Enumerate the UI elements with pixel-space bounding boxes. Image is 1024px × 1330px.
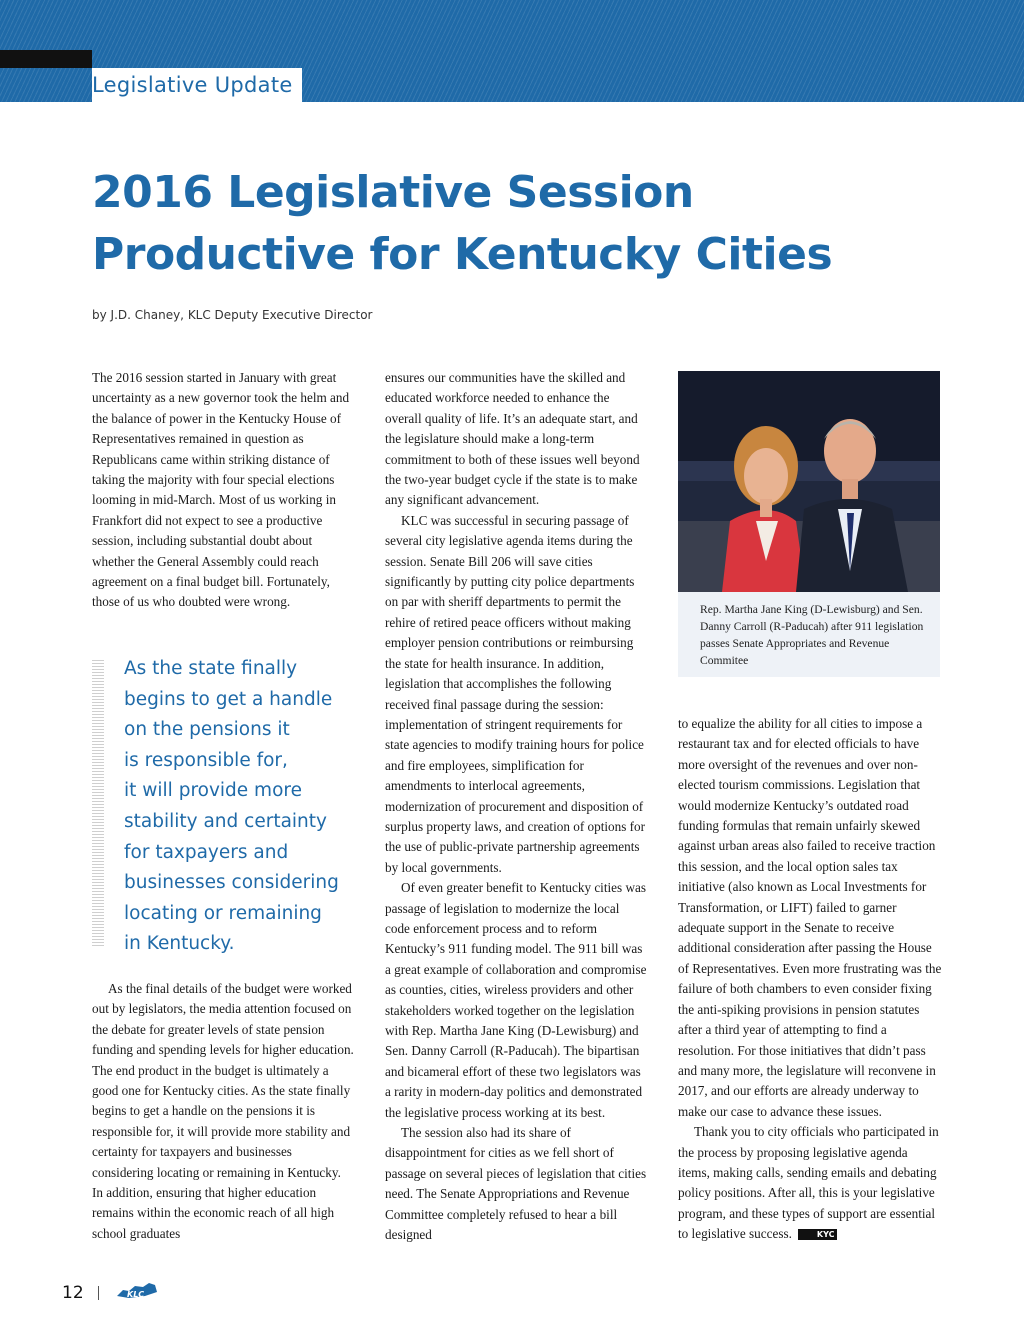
photo-caption: Rep. Martha Jane King (D-Lewisburg) and Sen. Danny Carroll (R-Paducah) after 911 legislation passes Senate Appropriates and Revenue Commitee — [700, 603, 924, 667]
paragraph: KLC was successful in securing passage of several city legislative agenda items during the session. Senate Bill 206 will save cities significantly by putting city police departments on par with sheriff departments to permit the rehire of retired peace officers without making employer pension contributions or reimbursing the state for health insurance. In addition, legislation that accomplishes the following received final passage during the session: implementation of stringent requirements for state agencies to modify training hours for police and fire employees, simplification for amendments to interlocal agreements, modernization of procurement and disposition of surplus property laws, and creation of options for the use of public-private partnership agreements by local governments. — [385, 512, 646, 875]
pull-quote-line: businesses considering — [124, 872, 339, 894]
pull-quote-line: begins to get a handle — [124, 688, 333, 710]
paragraph: The session also had its share of disappointment for cities as we fell short of passage on several pieces of legislation that cities need. The Senate Appropriations and Revenue Committee completely refused to hear a bill designed — [385, 1125, 647, 1243]
klc-logo-icon — [115, 1280, 159, 1302]
paragraph: The 2016 session started in January with great uncertainty as a new governor took the helm and the balance of power in the Kentucky House of Representatives remained in question as Republicans came within striking distance of taking the majority with four special elections looming in mid-March. Most of us working in Frankfort did not expect to see a productive session, including substantial doubt about whether the General Assembly could reach agreement on a final budget bill. Fortunately, those of us who doubted were wrong. — [92, 370, 350, 610]
pull-quote-line: As the state finally — [124, 658, 298, 679]
column-1-top — [92, 368, 354, 613]
paragraph-text: Thank you to city officials who participated in the process by proposing legislative agenda items, making calls, sending emails and debating policy positions. After all, this is your legislative program, and these types of support are essential to legislative success. — [678, 1124, 939, 1242]
paragraph: Of even greater benefit to Kentucky cities was passage of legislation to modernize the local code enforcement process and to reform Kentucky’s 911 funding model. The 911 bill was a great example of collaboration and compromise as counties, cities, wireless providers and other stakeholders worked together on the legislation with Rep. Martha Jane King (D-Lewisburg) and Sen. Danny Carroll (R-Paducah). The bipartisan and bicameral effort of these two legislators was a rarity in modern-day politics and demonstrated the legislative process working at its best. — [385, 880, 647, 1120]
pull-quote — [92, 654, 362, 955]
article-title — [92, 162, 972, 286]
column-3 — [678, 714, 942, 1245]
photo-illustration — [678, 371, 940, 592]
pull-quote-line: locating or remaining — [124, 902, 322, 924]
logo-text: KLC — [127, 1290, 145, 1299]
pull-quote-line: stability and certainty — [124, 810, 327, 832]
paragraph: ensures our communities have the skilled and educated workforce needed to enhance the overall quality of life. It’s an adequate start, and the legislature should make a long-term commitment to both of these issues well beyond the two-year budget cycle if the state is to make any significant advancement. — [385, 370, 640, 508]
pull-quote-line: it will provide more — [124, 780, 302, 802]
page-separator — [98, 1286, 99, 1300]
title-line-1: 2016 Legislative Session — [92, 167, 694, 218]
pull-quote-line: for taxpayers and — [124, 841, 289, 863]
pull-quote-text — [124, 654, 360, 960]
pull-quote-decoration — [92, 660, 104, 948]
page-number: 12 — [62, 1283, 84, 1303]
pull-quote-line: on the pensions it — [124, 719, 290, 741]
section-label: Legislative Update — [92, 73, 293, 97]
paragraph — [678, 1122, 942, 1244]
title-line-2: Productive for Kentucky Cities — [92, 229, 833, 280]
column-2 — [385, 368, 647, 1245]
end-mark: KYC — [798, 1229, 838, 1240]
pull-quote-line: in Kentucky. — [124, 933, 235, 955]
pull-quote-line: is responsible for, — [124, 749, 288, 771]
byline: by J.D. Chaney, KLC Deputy Executive Director — [92, 308, 373, 322]
legislators-photo — [678, 371, 940, 592]
header-accent-bar — [0, 50, 92, 68]
paragraph: to equalize the ability for all cities to impose a restaurant tax and for elected officials to have more oversight of the revenues and over non-elected tourism commissions. Legislation that would modernize Kentucky’s outdated road funding formulas that remain unfairly skewed against urban areas also failed to receive traction this session, and the local option sales tax initiative (also known as Local Investments for Transformation, or LIFT) failed to garner adequate support in the Senate to receive additional consideration after passing the House of Representatives. Even more frustrating was the failure of both chambers to even consider fixing the anti-spiking provisions in pension statutes after a third year of attempting to find a resolution. For those initiatives that didn’t pass and many more, the legislature will reconvene in 2017, and our efforts are already underway to make our case to advance these issues. — [678, 716, 942, 1119]
paragraph: As the final details of the budget were worked out by legislators, the media attention focused on the debate for greater levels of state pension funding and spending levels for higher education. The end product in the budget is ultimately a good one for Kentucky cities. As the state finally begins to get a handle on the pensions it is responsible for, it will provide more stability and certainty for taxpayers and businesses considering locating or remaining in Kentucky. In addition, ensuring that higher education remains within the economic reach of all high school graduates — [92, 981, 354, 1241]
column-1-bottom — [92, 979, 354, 1244]
